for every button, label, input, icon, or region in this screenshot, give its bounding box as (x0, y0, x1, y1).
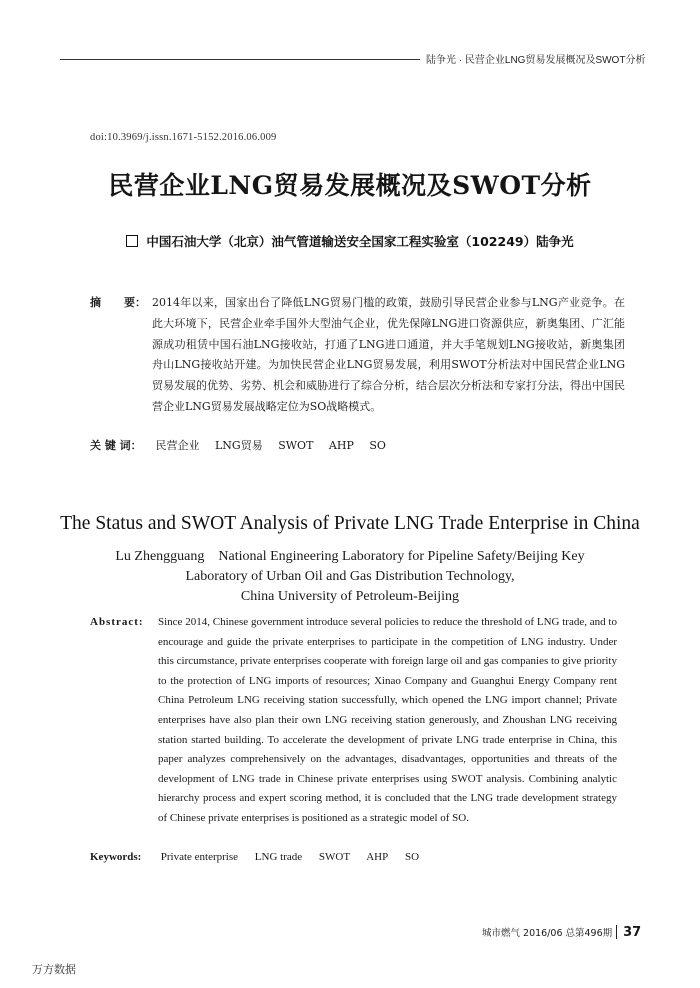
chinese-abstract-label: 摘 要： (90, 296, 146, 309)
keyword: LNG trade (254, 851, 303, 863)
chinese-author-line (0, 232, 700, 250)
keyword: LNG贸易 (215, 439, 263, 452)
chinese-abstract-text: 2014年以来，国家出台了降低LNG贸易门槛的政策，鼓励引导民营企业参与LNG产业竞争。在此大环境下，民营企业牵手国外大型油气企业，优先保障LNG进口资源供应，新奥集团、广汇能源成功租赁中国石油LNG接收站，打通了LNG进口通道，并大手笔规划LNG接收站，新奥集团舟山LNG接收站开建。为加快民营企业LNG贸易发展，利用SWOT分析法对中国民营企业LNG贸易发展的优势、劣势、机会和威胁进行了综合分析，结合层次分析法和专家打分法，得出中国民营企业LNG贸易发展战略定位为SO战略模式。 (152, 296, 625, 413)
keyword: SO (404, 851, 420, 863)
keyword: AHP (366, 851, 389, 863)
chinese-keywords (90, 437, 398, 453)
chinese-title: 民营企业LNG贸易发展概况及SWOT分析 (108, 171, 592, 200)
footer-divider (616, 925, 617, 939)
english-abstract (90, 613, 617, 829)
english-author-line: Lu Zhengguang National Engineering Laboratory for Pipeline Safety/Beijing Key (115, 549, 585, 564)
english-keywords-label: Keywords: (90, 851, 142, 863)
keyword: AHP (328, 439, 354, 452)
keyword: SWOT (278, 439, 314, 452)
journal-info: 城市燃气 2016/06 总第496期 (482, 928, 613, 939)
english-affiliation-line: China University of Petroleum-Beijing (240, 589, 460, 604)
english-abstract-text: Since 2014, Chinese government introduce several policies to reduce the threshold of LNG trade, and to encourage and guide the private enterprises to participate in the competition of LNG industry. Under this circumstance, private enterprises cooperate with foreign large oil and gas companies to give priority to the protection of LNG imports of resources; Xinao Company and Guanghui Energy Company rent China Petroleum LNG receiving station successfully, which opened the LNG import channel; Private enterprises have also plan their own LNG receiving station generously, and Zhoushan LNG receiving station started building. To accelerate the development of private LNG trade enterprise in China, this paper analyzes comprehensively on the advantages, disadvantages, opportunities and threats of the development of LNG trade in Chinese private enterprises using SWOT analysis. Combining analytic hierarchy process and expert scoring method, it is concluded that the LNG trade development strategy of Chinese private enterprises is positioned as a strategic model of SO. (158, 616, 617, 824)
english-author-block (0, 547, 700, 607)
chinese-abstract (90, 293, 625, 418)
doi[interactable]: doi:10.3969/j.issn.1671-5152.2016.06.009 (90, 132, 277, 143)
english-title: The Status and SWOT Analysis of Private LNG Trade Enterprise in China (60, 513, 640, 534)
keyword: SO (369, 439, 386, 452)
watermark: 万方数据 (32, 963, 76, 976)
english-keywords (90, 851, 433, 863)
page-number: 37 (623, 925, 642, 940)
square-bullet-icon (126, 235, 138, 247)
chinese-author-text: 中国石油大学（北京）油气管道输送安全国家工程实验室（102249）陆争光 (146, 234, 574, 249)
keyword: Private enterprise (160, 851, 239, 863)
keyword: SWOT (318, 851, 351, 863)
running-header: 陆争光 · 民营企业LNG贸易发展概况及SWOT分析 (426, 55, 646, 66)
header-rule (60, 59, 420, 60)
keyword: 民营企业 (155, 439, 200, 452)
english-affiliation-line: Laboratory of Urban Oil and Gas Distribution Technology, (185, 569, 515, 584)
english-abstract-label: Abstract: (90, 616, 144, 628)
chinese-keywords-label: 关 键 词： (90, 439, 142, 452)
page-footer (482, 925, 641, 940)
